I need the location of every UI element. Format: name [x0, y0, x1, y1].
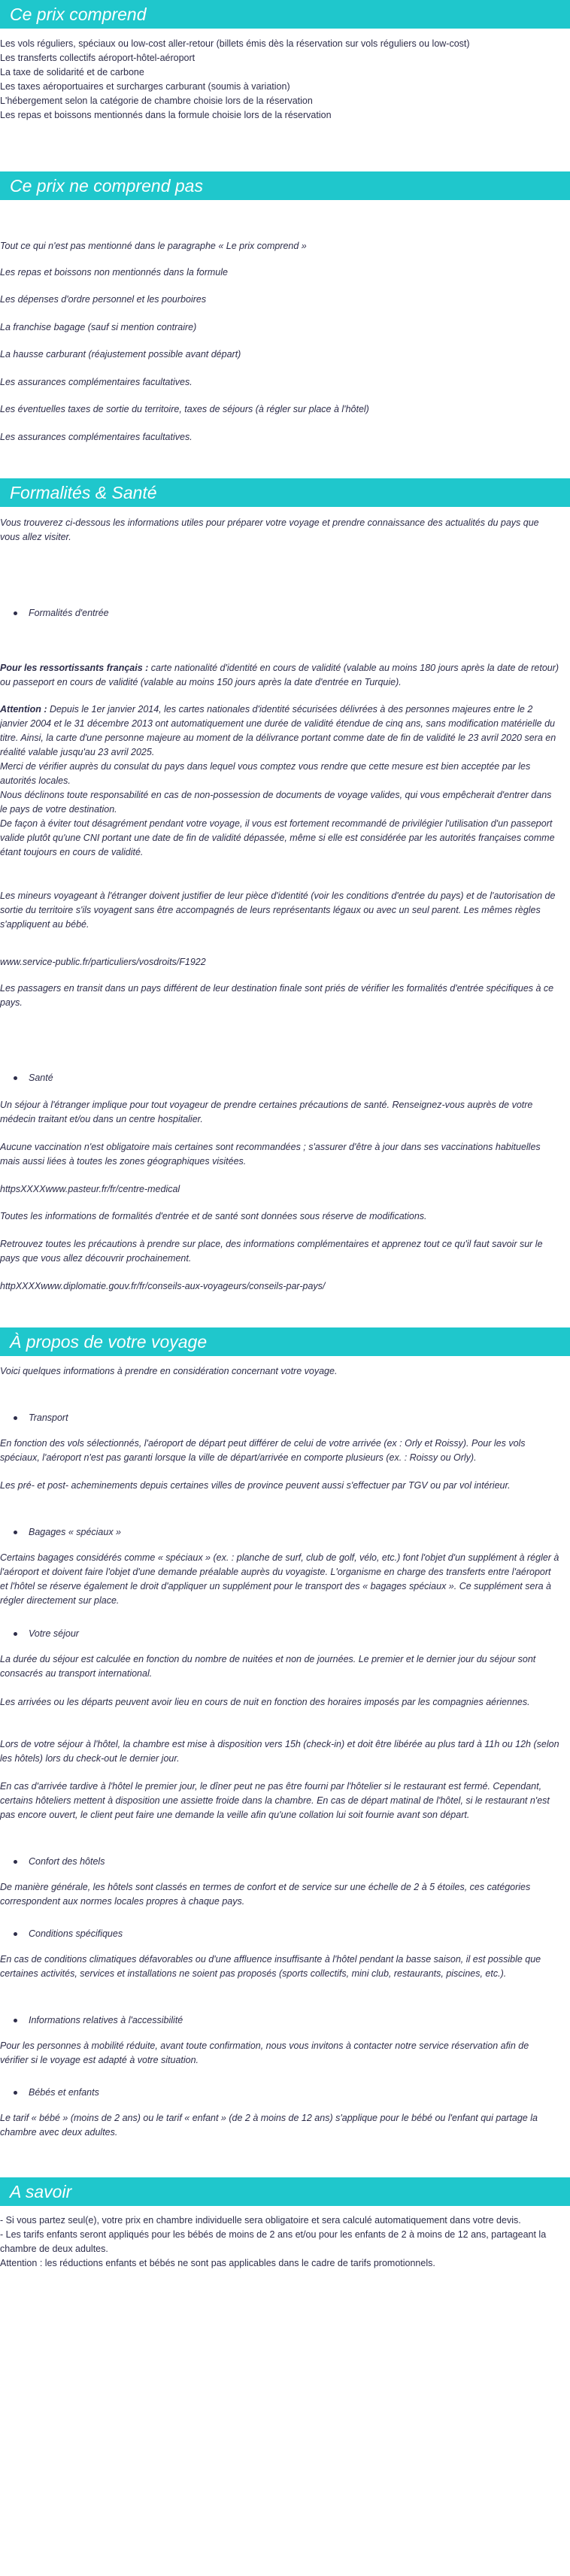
vaccination-paragraph: Aucune vaccination n'est obligatoire mais certaines sont recommandées ; s'assurer d'être à jour dans ses vaccinations habituelles mais aussi liées à toutes les zones géographiques visitées.	[0, 1142, 541, 1167]
ressortissants-paragraph	[0, 661, 559, 690]
reserve-paragraph: Toutes les informations de formalités d'entrée et de santé sont données sous réserve de modifications.	[0, 1211, 427, 1221]
ressortissants-label: Pour les ressortissants français :	[0, 663, 149, 673]
transit-paragraph: Les passagers en transit dans un pays différent de leur destination finale sont priés de vérifier les formalités d'entrée spécifiques à ce pays.	[0, 983, 554, 1008]
formalites-intro: Vous trouverez ci-dessous les informations utiles pour préparer votre voyage et prendre connaissance des actualités du pays que vous allez visiter.	[0, 517, 539, 542]
list-item: La franchise bagage (sauf si mention contraire)	[0, 322, 197, 332]
bagages-paragraph: Certains bagages considérés comme « spéciaux » (ex. : planche de surf, club de golf, vélo, etc.) font l'objet d'un supplément à régler à l'aéroport et doivent faire l'objet d'une demande préalable auprès du voyagiste. L'organisme en charge des transferts entre l'aéroport et l'hôtel se réserve également le droit d'appliquer un supplément pour le transport des « bagages spéciaux ». Ce supplément sera à régler directement sur place.	[0, 1552, 559, 1606]
transport-paragraph-2: Les pré- et post- acheminements depuis certaines villes de province peuvent aussi s'effectuer par TGV ou par vol intérieur.	[0, 1480, 511, 1491]
section-header-inclus	[0, 0, 570, 29]
section-title: À propos de votre voyage	[10, 1332, 208, 1352]
voyage-intro: Voici quelques informations à prendre en considération concernant votre voyage.	[0, 1366, 338, 1376]
desagrement-paragraph: De façon à éviter tout désagrément pendant votre voyage, il vous est fortement recommandé de privilégier l'utilisation d'un passeport valide plutôt qu'une CNI portant une date de fin de validité dépassée, même si elle est considérée par les autorités françaises comme étant toujours en cours de validité.	[0, 818, 555, 857]
service-public-link[interactable]: www.service-public.fr/particuliers/vosdroits/F1922	[0, 957, 206, 967]
list-item: L'hébergement selon la catégorie de chambre choisie lors de la réservation	[0, 96, 313, 106]
sejour-paragraph-1: La durée du séjour est calculée en fonction du nombre de nuitées et non de journées. Le premier et le dernier jour du séjour sont consacrés au transport international.	[0, 1654, 536, 1679]
list-item: Tout ce qui n'est pas mentionné dans le paragraphe « Le prix comprend »	[0, 241, 307, 251]
bullet-icon	[14, 1531, 17, 1534]
diplomatie-link[interactable]: httpXXXXwww.diplomatie.gouv.fr/fr/conseils-aux-voyageurs/conseils-par-pays/	[0, 1281, 326, 1291]
bullet-icon	[14, 1632, 17, 1636]
list-item: Les repas et boissons non mentionnés dans la formule	[0, 267, 228, 278]
bullet-icon	[14, 1860, 17, 1864]
attention-text: Depuis le 1er janvier 2014, les cartes nationales d'identité sécurisées délivrées à des personnes majeures entre le 2 janvier 2004 et le 31 décembre 2013 ont automatiquement une durée de validité étendue de cinq ans, sans modification matérielle du titre. Ainsi, la carte d'une personne majeure au moment de la délivrance portant comme date de fin de validité le 23 avril 2020 sera en réalité valable jusqu'au 23 avril 2025.	[0, 704, 556, 757]
list-item: Les vols réguliers, spéciaux ou low-cost aller-retour (billets émis dès la réservation sur vols réguliers ou low-cost)	[0, 38, 470, 49]
list-item: La taxe de solidarité et de carbone	[0, 67, 144, 77]
list-item: Les transferts collectifs aéroport-hôtel-aéroport	[0, 53, 196, 63]
attention-block	[0, 702, 559, 860]
pasteur-link[interactable]: httpsXXXXwww.pasteur.fr/fr/centre-medical	[0, 1184, 180, 1194]
bullet-icon	[14, 2091, 17, 2095]
sejour-paragraph-2: Les arrivées ou les départs peuvent avoir lieu en cours de nuit en fonction des horaires imposés par les compagnies aériennes.	[0, 1697, 530, 1707]
section-title: Ce prix ne comprend pas	[10, 176, 203, 196]
confort-paragraph: De manière générale, les hôtels sont classés en termes de confort et de service sur une échelle de 2 à 5 étoiles, ces catégories correspondent aux normes locales propres à chaque pays.	[0, 1882, 531, 1907]
sante-paragraph: Un séjour à l'étranger implique pour tout voyageur de prendre certaines précautions de santé. Renseignez-vous auprès de votre médecin traitant et/ou dans un centre hospitalier.	[0, 1100, 533, 1124]
link-diplomatie[interactable]	[0, 1279, 559, 1294]
section-header-exclus	[0, 171, 570, 200]
ressortissants-text: carte nationalité d'identité en cours de validité (valable au moins 180 jours après la date de retour) ou passeport en cours de validité (valable au moins 150 jours après la date d'entrée en Turquie).	[0, 663, 559, 687]
list-item: Les assurances complémentaires facultatives.	[0, 432, 193, 442]
declinons-paragraph: Nous déclinons toute responsabilité en cas de non-possession de documents de voyage valides, qui vous empêcherait d'entrer dans le pays de votre destination.	[0, 790, 552, 815]
section-header-voyage	[0, 1327, 570, 1356]
sejour-paragraph-3: Lors de votre séjour à l'hôtel, la chambre est mise à disposition vers 15h (check-in) et doit être libérée au plus tard à 11h ou 12h (selon les hôtels) lors du check-out le dernier jour.	[0, 1739, 559, 1764]
savoir-line: - Si vous partez seul(e), votre prix en chambre individuelle sera obligatoire et sera calculé automatiquement dans votre devis.	[0, 2215, 521, 2226]
section-header-savoir	[0, 2177, 570, 2206]
link-service-public[interactable]	[0, 955, 559, 969]
sejour-paragraph-4: En cas d'arrivée tardive à l'hôtel le premier jour, le dîner peut ne pas être fourni par l'hôtelier si le restaurant est fermé. Cependant, certains hôteliers mettent à disposition une assiette froide dans la chambre. En cas de départ matinal de l'hôtel, si le restaurant n'est pas encore ouvert, le client peut faire une demande la veille afin qu'une collation lui soit fournie avant son départ.	[0, 1781, 550, 1820]
section-title: A savoir	[10, 2182, 72, 2201]
savoir-line: Attention : les réductions enfants et bébés ne sont pas applicables dans le cadre de tarifs promotionnels.	[0, 2258, 435, 2268]
accessibilite-paragraph: Pour les personnes à mobilité réduite, avant toute confirmation, nous vous invitons à contacter notre service réservation afin de vérifier si le voyage est adapté à votre situation.	[0, 2040, 529, 2065]
list-item: Les dépenses d'ordre personnel et les pourboires	[0, 294, 207, 305]
verifier-paragraph: Merci de vérifier auprès du consulat du pays dans lequel vous comptez vous rendre que cette mesure est bien acceptée par les autorités locales.	[0, 761, 531, 786]
inclus-list	[0, 37, 559, 123]
bullet-icon	[14, 2019, 17, 2022]
savoir-block	[0, 2213, 559, 2271]
list-item: Les éventuelles taxes de sortie du territoire, taxes de séjours (à régler sur place à l'hôtel)	[0, 404, 369, 414]
list-item: Les repas et boissons mentionnés dans la formule choisie lors de la réservation	[0, 110, 332, 120]
list-item: Les assurances complémentaires facultatives.	[0, 377, 193, 387]
bullet-icon	[14, 1932, 17, 1936]
section-header-formalites	[0, 478, 570, 507]
savoir-line: - Les tarifs enfants seront appliqués pour les bébés de moins de 2 ans et/ou pour les enfants de 2 à moins de 12 ans, partageant la chambre de deux adultes.	[0, 2229, 547, 2254]
list-item: Les taxes aéroportuaires et surcharges carburant (soumis à variation)	[0, 81, 290, 92]
bullet-icon	[14, 1416, 17, 1420]
section-title: Ce prix comprend	[10, 5, 147, 24]
link-pasteur[interactable]	[0, 1182, 559, 1197]
list-item: La hausse carburant (réajustement possible avant départ)	[0, 349, 241, 360]
attention-paragraph	[0, 702, 559, 760]
precautions-paragraph: Retrouvez toutes les précautions à prendre sur place, des informations complémentaires et apprenez tout ce qu'il faut savoir sur le pays que vous allez découvrir prochainement.	[0, 1239, 543, 1264]
transport-paragraph: En fonction des vols sélectionnés, l'aéroport de départ peut différer de celui de votre arrivée (ex : Orly et Roissy). Pour les vols spéciaux, l'aéroport n'est pas garanti lorsque la ville de départ/arrivée en comporte plusieurs (ex. : Roissy ou Orly).	[0, 1438, 526, 1463]
bullet-icon	[14, 611, 17, 615]
attention-label: Attention :	[0, 704, 47, 715]
section-title: Formalités & Santé	[10, 483, 157, 502]
mineurs-paragraph: Les mineurs voyageant à l'étranger doivent justifier de leur pièce d'identité (voir les conditions d'entrée du pays) et de l'autorisation de sortie du territoire s'ils voyagent sans être accompagnés de leurs représentants légaux ou avec un seul parent. Les mêmes règles s'appliquent au bébé.	[0, 891, 556, 930]
conditions-paragraph: En cas de conditions climatiques défavorables ou d'une affluence insuffisante à l'hôtel pendant la basse saison, il est possible que certaines activités, services et installations ne soient pas proposés (sports collectifs, mini club, restaurants, piscines, etc.).	[0, 1954, 541, 1979]
bebes-paragraph: Le tarif « bébé » (moins de 2 ans) ou le tarif « enfant » (de 2 à moins de 12 ans) s'applique pour le bébé ou l'enfant qui partage la chambre avec deux adultes.	[0, 2113, 538, 2138]
bullet-icon	[14, 1076, 17, 1080]
